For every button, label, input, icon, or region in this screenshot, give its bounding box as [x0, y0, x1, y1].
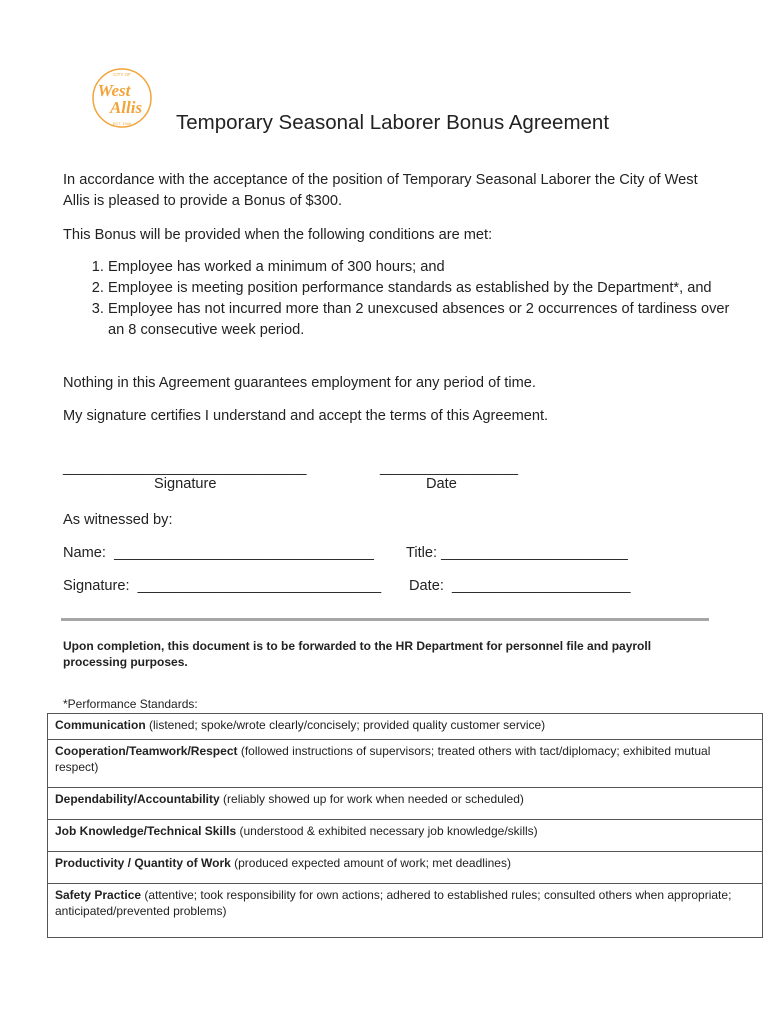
logo-allis: Allis — [109, 98, 143, 117]
standard-name: Communication — [55, 718, 146, 732]
document-title: Temporary Seasonal Laborer Bonus Agreement — [176, 111, 610, 134]
standard-name: Safety Practice — [55, 888, 142, 902]
condition-item: 1. Employee has worked a minimum of 300 hours; and — [108, 257, 748, 278]
witnessed-by-label: As witnessed by: — [63, 512, 173, 528]
logo-top-text: CITY OF — [113, 72, 131, 77]
performance-standards-heading: *Performance Standards: — [63, 697, 198, 711]
signature-label: Signature — [154, 476, 217, 492]
condition-item: 2. Employee is meeting position performance standards as established by the Department*, and — [108, 278, 748, 299]
logo-west: West — [97, 81, 131, 100]
date-line[interactable]: _________________ — [380, 460, 518, 476]
logo-bottom-text: EST. 1906 — [112, 121, 132, 126]
standard-description: (followed instructions of supervisors; treated others with tact/diplomacy; exhibited mutual respect) — [55, 744, 711, 774]
standard-description: (understood & exhibited necessary job knowledge/skills) — [236, 824, 538, 838]
standard-name: Cooperation/Teamwork/Respect — [55, 744, 238, 758]
performance-standards-table — [47, 713, 763, 938]
conditions-list — [63, 257, 748, 341]
standard-description: (listened; spoke/wrote clearly/concisely; provided quality customer service) — [145, 718, 546, 732]
standard-name: Productivity / Quantity of Work — [55, 856, 231, 870]
table-row — [48, 788, 763, 820]
table-row — [48, 714, 763, 740]
city-of-west-allis-logo — [86, 66, 156, 132]
standard-description: (attentive; took responsibility for own actions; adhered to established rules; consulted others when appropriate; anticipated/prevented problems) — [55, 888, 732, 918]
standard-description: (reliably showed up for work when needed or scheduled) — [219, 792, 524, 806]
table-row — [48, 820, 763, 852]
signature-line[interactable]: ______________________________ — [63, 460, 307, 476]
date-label: Date — [426, 476, 457, 492]
section-divider — [61, 618, 709, 621]
standard-name: Dependability/Accountability — [55, 792, 220, 806]
witness-signature-field[interactable]: Signature: ______________________________ — [63, 578, 382, 594]
condition-item: 3. Employee has not incurred more than 2 unexcused absences or 2 occurrences of tardiness over an 8 consecutive week period. — [108, 299, 748, 341]
forward-note: Upon completion, this document is to be forwarded to the HR Department for personnel file and payroll processing purposes. — [63, 639, 652, 669]
witness-title-field[interactable]: Title: _______________________ — [406, 545, 628, 561]
table-row — [48, 740, 763, 788]
table-row — [48, 852, 763, 884]
standard-name: Job Knowledge/Technical Skills — [55, 824, 237, 838]
witness-date-field[interactable]: Date: ______________________ — [409, 578, 631, 594]
table-row — [48, 884, 763, 938]
standard-description: (produced expected amount of work; met deadlines) — [230, 856, 511, 870]
intro-paragraph: In accordance with the acceptance of the position of Temporary Seasonal Laborer the City of West Allis is pleased to provide a Bonus of $300. — [63, 172, 698, 209]
no-guarantee-statement: Nothing in this Agreement guarantees employment for any period of time. — [63, 375, 536, 391]
conditions-intro: This Bonus will be provided when the following conditions are met: — [63, 227, 493, 243]
certification-statement: My signature certifies I understand and accept the terms of this Agreement. — [63, 408, 549, 424]
witness-name-field[interactable]: Name: ________________________________ — [63, 545, 374, 561]
